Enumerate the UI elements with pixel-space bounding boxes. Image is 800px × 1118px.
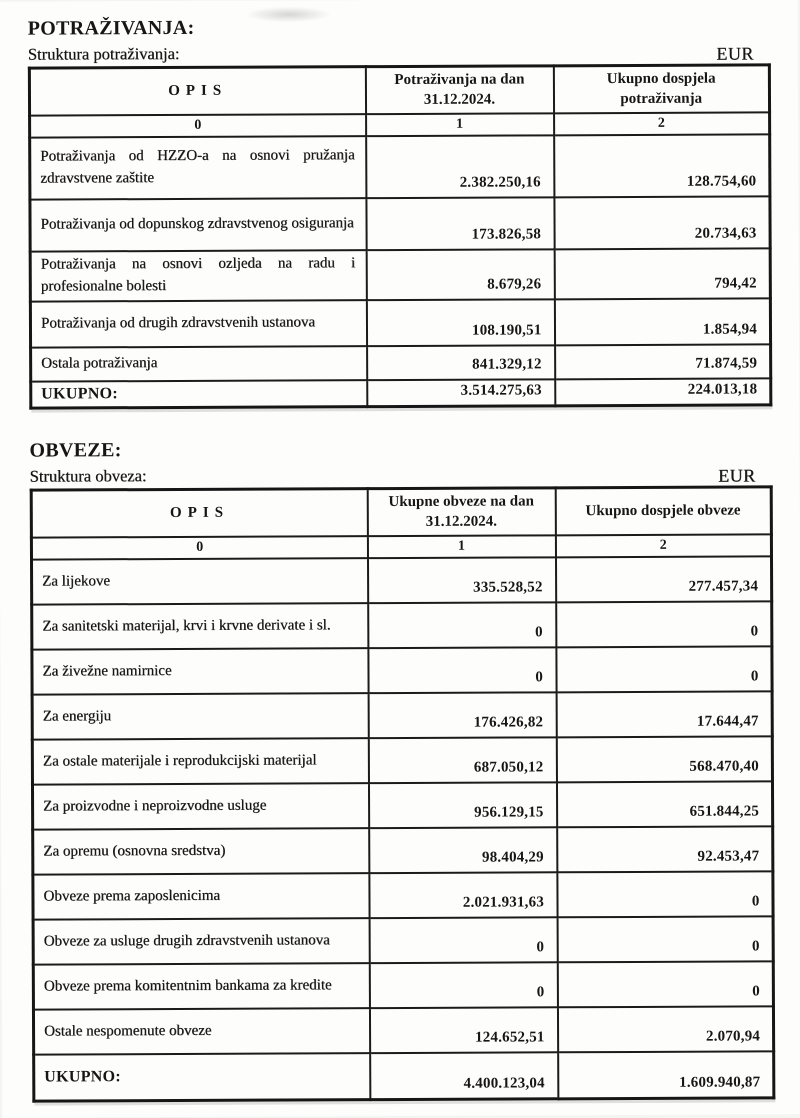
table-row: [32, 691, 772, 739]
row-label: Za energiju: [32, 693, 368, 739]
receivables-table-body: [30, 134, 771, 381]
table-row: [32, 736, 772, 784]
row-label: Za živežne namirnice: [32, 648, 368, 694]
row-value-on-date: 2.382.250,16: [366, 135, 554, 198]
column-header-total-due: Ukupno dospjela potraživanja: [553, 65, 769, 113]
table-row: [32, 556, 772, 604]
column-header-opis: OPIS: [29, 67, 365, 116]
total-label: UKUPNO:: [31, 380, 367, 408]
column-index-0: 0: [31, 536, 367, 559]
subheading-row: [28, 40, 768, 64]
row-label: Ostala potraživanja: [31, 346, 367, 381]
liabilities-table-body: [32, 556, 774, 1054]
row-label: Za ostale materijale i reprodukcijski materijal: [32, 738, 368, 784]
row-value-total-due: 794,42: [554, 248, 770, 298]
table-row: [33, 916, 773, 964]
row-label: Obveze prema komitentnim bankama za kredite: [33, 963, 369, 1009]
liabilities-table: [30, 485, 776, 1102]
table-row: [33, 1006, 773, 1054]
table-row: [30, 298, 770, 347]
row-value-total-due: 128.754,60: [554, 134, 770, 197]
row-value-on-date: 8.679,26: [366, 249, 554, 299]
section-heading: OBVEZE:: [29, 439, 122, 462]
row-label: Potraživanja od HZZO-a na osnovi pružanja zdravstvene zaštite: [30, 136, 366, 199]
column-header-total-due: Ukupno dospjele obveze: [555, 487, 771, 535]
row-value-total-due: 277.457,34: [555, 556, 771, 602]
row-label: Za proizvodne i neproizvodne usluge: [32, 783, 368, 829]
row-value-on-date: 98.404,29: [369, 827, 557, 873]
subheading-row: [30, 462, 770, 486]
total-value-total-due: 224.013,18: [555, 378, 771, 406]
total-value-on-date: 4.400.123,04: [370, 1052, 558, 1099]
row-value-on-date: 0: [368, 647, 556, 693]
row-value-on-date: 124.652,51: [369, 1007, 557, 1053]
total-row: [34, 1051, 774, 1100]
column-index-1: 1: [367, 535, 555, 558]
total-value-on-date: 3.514.275,63: [367, 379, 555, 407]
table-row: [32, 646, 772, 694]
section-receivables: [28, 14, 770, 409]
receivables-table: [28, 63, 772, 409]
row-value-total-due: 0: [556, 646, 772, 692]
column-index-1: 1: [366, 113, 554, 136]
row-label: Potraživanja na osnovi ozljeda na radu i profesionalne bolesti: [30, 250, 366, 301]
table-row: [32, 781, 772, 829]
currency-label: EUR: [716, 43, 754, 64]
section-heading: POTRAŽIVANJA:: [27, 16, 195, 40]
row-value-on-date: 335.528,52: [368, 557, 556, 603]
row-value-on-date: 2.021.931,63: [369, 872, 557, 918]
row-label: Obveze za usluge drugih zdravstvenih ustanova: [33, 918, 369, 964]
column-header-on-date: Potraživanja na dan 31.12.2024.: [365, 66, 553, 114]
table-row: [32, 601, 772, 649]
row-value-total-due: 651.844,25: [556, 781, 772, 827]
table-row: [33, 871, 773, 919]
column-header-opis: OPIS: [31, 489, 367, 538]
row-value-on-date: 176.426,82: [368, 692, 556, 738]
row-value-total-due: 0: [557, 916, 773, 962]
table-row: [30, 134, 770, 199]
row-value-total-due: 0: [557, 871, 773, 917]
column-index-2: 2: [554, 112, 770, 135]
row-value-on-date: 0: [368, 602, 556, 648]
table-row: [31, 344, 771, 381]
row-label: Obveze prema zaposlenicima: [33, 873, 369, 919]
row-label: Za sanitetski materijal, krvi i krvne derivate i sl.: [32, 603, 368, 649]
column-index-2: 2: [555, 534, 771, 557]
total-row: [31, 378, 771, 408]
column-index-row: [31, 534, 771, 559]
column-index-0: 0: [30, 114, 366, 137]
header-row: [31, 487, 771, 538]
table-row: [30, 196, 770, 251]
row-value-on-date: 841.329,12: [367, 345, 555, 380]
column-index-row: [30, 112, 770, 137]
section-subheading: Struktura potraživanja:: [27, 43, 180, 64]
section-liabilities: [29, 436, 772, 1102]
row-value-total-due: 17.644,47: [556, 691, 772, 737]
row-value-on-date: 687.050,12: [368, 737, 556, 783]
column-header-on-date: Ukupne obveze na dan 31.12.2024.: [367, 488, 555, 536]
table-row: [33, 961, 773, 1009]
row-value-total-due: 71.874,59: [555, 344, 771, 379]
row-value-total-due: 1.854,94: [554, 298, 770, 345]
total-label: UKUPNO:: [34, 1053, 370, 1100]
row-label: Za opremu (osnovna sredstva): [33, 828, 369, 874]
row-value-on-date: 108.190,51: [366, 299, 554, 346]
table-row: [33, 826, 773, 874]
row-value-total-due: 568.470,40: [556, 736, 772, 782]
currency-label: EUR: [718, 465, 756, 486]
row-label: Za lijekove: [32, 558, 368, 604]
row-value-on-date: 0: [369, 962, 557, 1008]
row-value-on-date: 956.129,15: [368, 782, 556, 828]
row-value-total-due: 92.453,47: [557, 826, 773, 872]
table-row: [30, 248, 770, 301]
total-value-total-due: 1.609.940,87: [558, 1051, 774, 1098]
header-row: [29, 65, 769, 116]
section-subheading: Struktura obveza:: [29, 466, 147, 486]
row-value-total-due: 0: [557, 961, 773, 1007]
row-value-on-date: 0: [369, 917, 557, 963]
row-label: Ostale nespomenute obveze: [33, 1008, 369, 1054]
row-value-total-due: 0: [556, 601, 772, 647]
row-value-total-due: 20.734,63: [554, 196, 770, 249]
row-value-on-date: 173.826,58: [366, 197, 554, 250]
row-label: Potraživanja od dopunskog zdravstvenog osiguranja: [30, 198, 366, 251]
row-value-total-due: 2.070,94: [557, 1006, 773, 1052]
row-label: Potraživanja od drugih zdravstvenih ustanova: [30, 300, 366, 347]
